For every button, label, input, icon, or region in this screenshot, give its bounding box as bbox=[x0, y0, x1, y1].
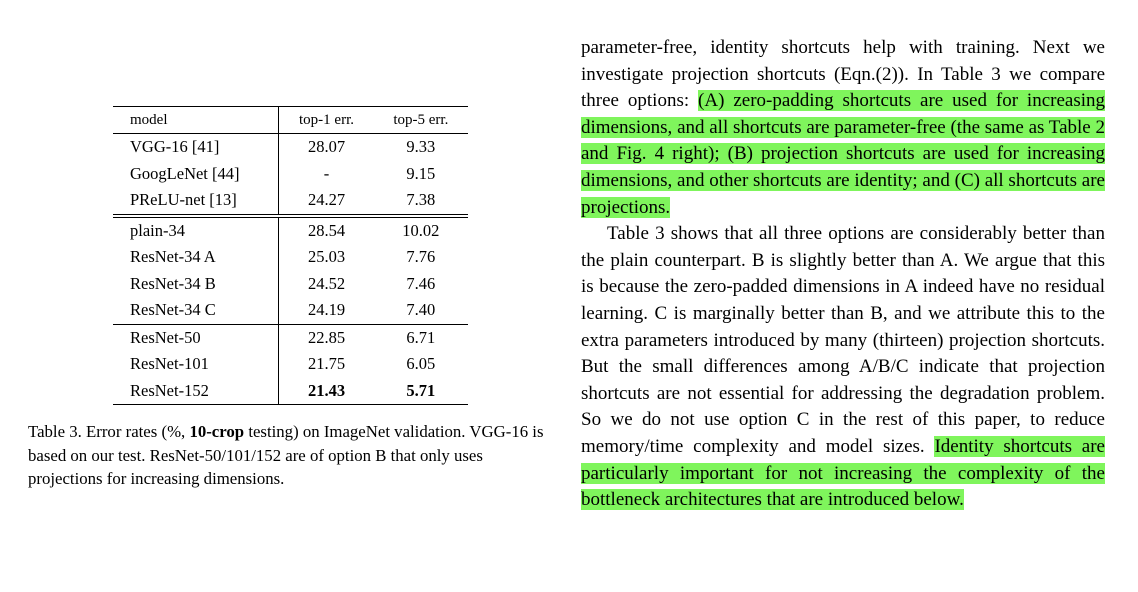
paragraph-lead-text: parameter-free, identity shortcuts help with training. Next we investigate projection shortcuts (Eqn.(2)). In Table 3 we compare three options: bbox=[581, 37, 1105, 112]
cell-top1: 24.27 bbox=[279, 187, 374, 216]
cell-model: ResNet-101 bbox=[130, 354, 209, 374]
paragraph-results bbox=[581, 221, 1105, 514]
cell-top5: 7.40 bbox=[374, 297, 468, 324]
cell-top1: 24.19 bbox=[279, 297, 374, 324]
error-rate-table bbox=[113, 106, 468, 405]
cell-model: GoogLeNet [44] bbox=[130, 163, 240, 183]
cell-model: ResNet-34 C bbox=[113, 297, 279, 324]
cell-top5: 9.15 bbox=[406, 163, 436, 183]
body-text-column bbox=[581, 35, 1105, 514]
cell-top1: 28.07 bbox=[279, 134, 374, 161]
table-row bbox=[113, 271, 468, 298]
caption-bold-term: 10-crop bbox=[189, 422, 245, 441]
table-row bbox=[113, 244, 468, 271]
cell-top5: 6.71 bbox=[406, 327, 436, 347]
table-row bbox=[113, 161, 468, 188]
cell-top5: 6.05 bbox=[406, 354, 436, 374]
table-row bbox=[113, 134, 468, 161]
cell-model: ResNet-50 bbox=[130, 327, 201, 347]
table-row bbox=[113, 324, 468, 351]
highlighted-text: (A) zero-padding shortcuts are used for increasing dimensions, and all shortcuts are parameter-free (the same as Table 2 and Fig. 4 right); (B) projection shortcuts are used for increasing dimensions, and other shortcuts are identity; and (C) all shortcuts are projections. bbox=[581, 90, 1106, 218]
cell-top1: 22.85 bbox=[279, 324, 374, 351]
cell-top1-best: 21.43 bbox=[279, 378, 374, 405]
cell-top1: 25.03 bbox=[279, 244, 374, 271]
caption-text-post: testing) on ImageNet validation. VGG-16 is based on our test. ResNet-50/101/152 are of option B that only uses projections for increasing dimensions. bbox=[28, 422, 544, 488]
cell-model: ResNet-152 bbox=[113, 378, 279, 405]
paragraph-lead-text: Table 3 shows that all three options are considerably better than the plain counterpart. B is slightly better than A. We argue that this is because the zero-padded dimensions in A indeed have no residual learning. C is marginally better than B, and we attribute this to the extra parameters introduced by many (thirteen) projection shortcuts. But the small differences among A/B/C indicate that projection shortcuts are not essential for addressing the degradation problem. So we do not use option C in the rest of this paper, to reduce memory/time complexity and model sizes. bbox=[581, 223, 1105, 457]
cell-model: ResNet-34 B bbox=[130, 273, 216, 293]
table-row bbox=[113, 216, 468, 245]
cell-model: PReLU-net [13] bbox=[113, 187, 279, 216]
header-model: model bbox=[113, 107, 279, 134]
cell-top1: 24.52 bbox=[279, 271, 374, 298]
cell-top5: 7.76 bbox=[406, 247, 436, 267]
cell-model: ResNet-34 A bbox=[130, 247, 216, 267]
cell-top5: 7.38 bbox=[374, 187, 468, 216]
cell-top1: 21.75 bbox=[279, 351, 374, 378]
cell-top5-best: 5.71 bbox=[374, 378, 468, 405]
table-row bbox=[113, 351, 468, 378]
table-row bbox=[113, 297, 468, 324]
header-top5: top-5 err. bbox=[374, 107, 468, 134]
table-row bbox=[113, 187, 468, 216]
results-table-container bbox=[113, 106, 468, 405]
table-header-row bbox=[113, 107, 468, 134]
cell-top5: 9.33 bbox=[406, 137, 436, 157]
highlighted-text: Identity shortcuts are particularly important for not increasing the complexity of the bottleneck architectures that are introduced below. bbox=[581, 435, 1105, 511]
cell-model: plain-34 bbox=[130, 220, 185, 240]
paragraph-options bbox=[581, 35, 1105, 221]
header-top1: top-1 err. bbox=[279, 107, 374, 134]
cell-model: VGG-16 [41] bbox=[130, 137, 220, 157]
cell-top1: 28.54 bbox=[279, 216, 374, 245]
cell-top1: - bbox=[279, 161, 374, 188]
caption-text-pre: Table 3. Error rates (%, bbox=[28, 422, 190, 441]
table-caption bbox=[28, 420, 558, 491]
table-row bbox=[113, 378, 468, 405]
cell-top5: 10.02 bbox=[402, 220, 440, 240]
cell-top5: 7.46 bbox=[406, 273, 436, 293]
